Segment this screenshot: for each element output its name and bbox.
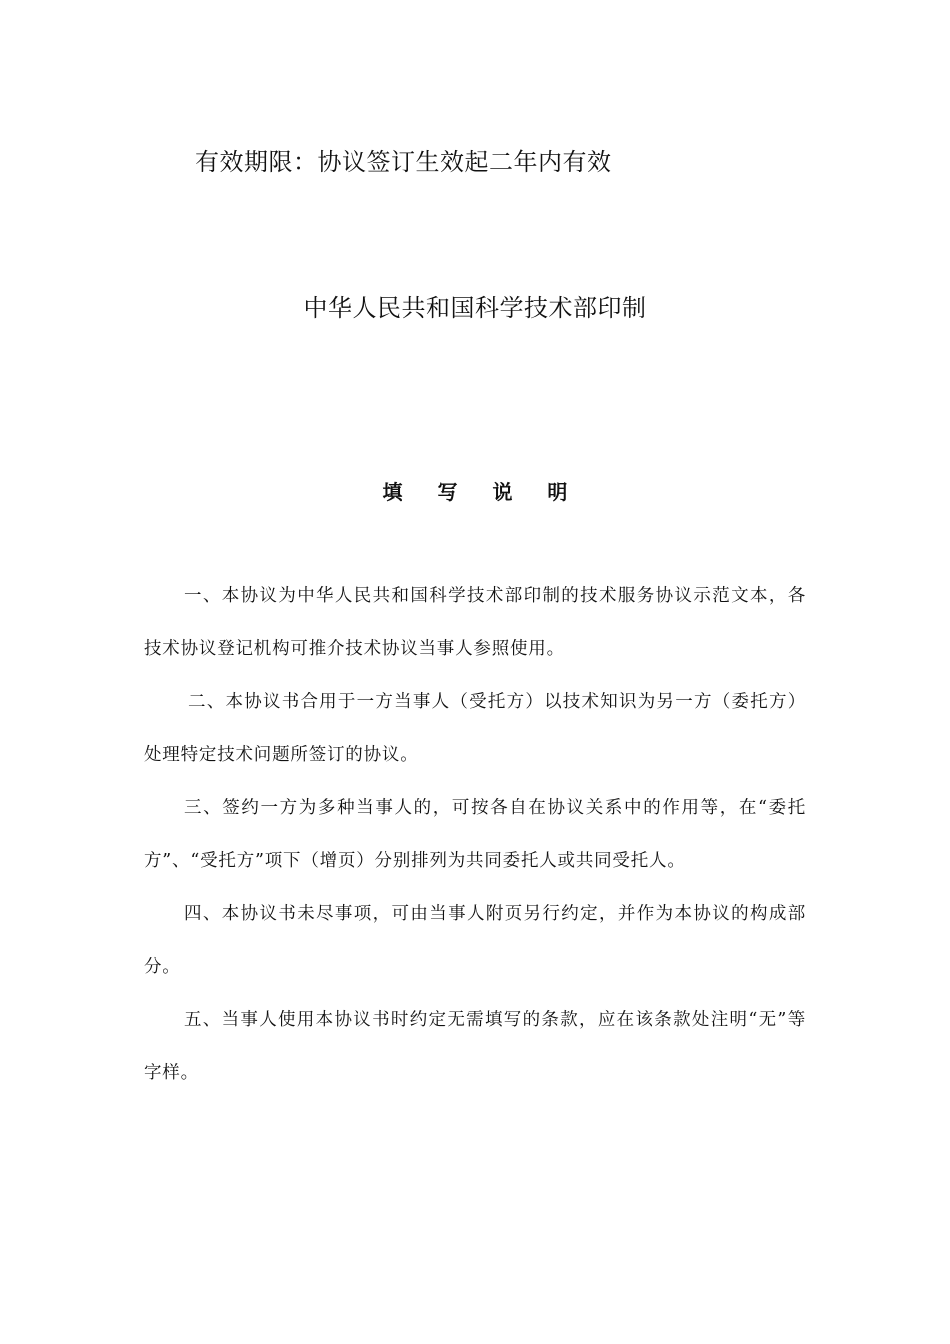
instructions-body xyxy=(144,570,806,1100)
publisher-line: 中华人民共和国科学技术部印制 xyxy=(303,294,647,322)
instruction-paragraph-5: 五、当事人使用本协议书时约定无需填写的条款，应在该条款处注明“无”等字样。 xyxy=(144,1010,806,1083)
instruction-paragraph-1: 一、本协议为中华人民共和国科学技术部印制的技术服务协议示范文本，各技术协议登记机构可推介技术协议当事人参照使用。 xyxy=(144,586,806,659)
instruction-paragraph-3: 三、签约一方为多种当事人的，可按各自在协议关系中的作用等，在“委托方”、“受托方”项下（增页）分别排列为共同委托人或共同受托人。 xyxy=(144,798,806,871)
validity-period-text: 有效期限：协议签订生效起二年内有效 xyxy=(195,148,612,176)
instruction-paragraph-4: 四、本协议书未尽事项，可由当事人附页另行约定，并作为本协议的构成部分。 xyxy=(144,904,806,977)
instructions-title: 填 写 说 明 xyxy=(382,480,582,504)
instruction-paragraph-2: 二、本协议书合用于一方当事人（受托方）以技术知识为另一方（委托方）处理特定技术问题所签订的协议。 xyxy=(144,692,806,765)
